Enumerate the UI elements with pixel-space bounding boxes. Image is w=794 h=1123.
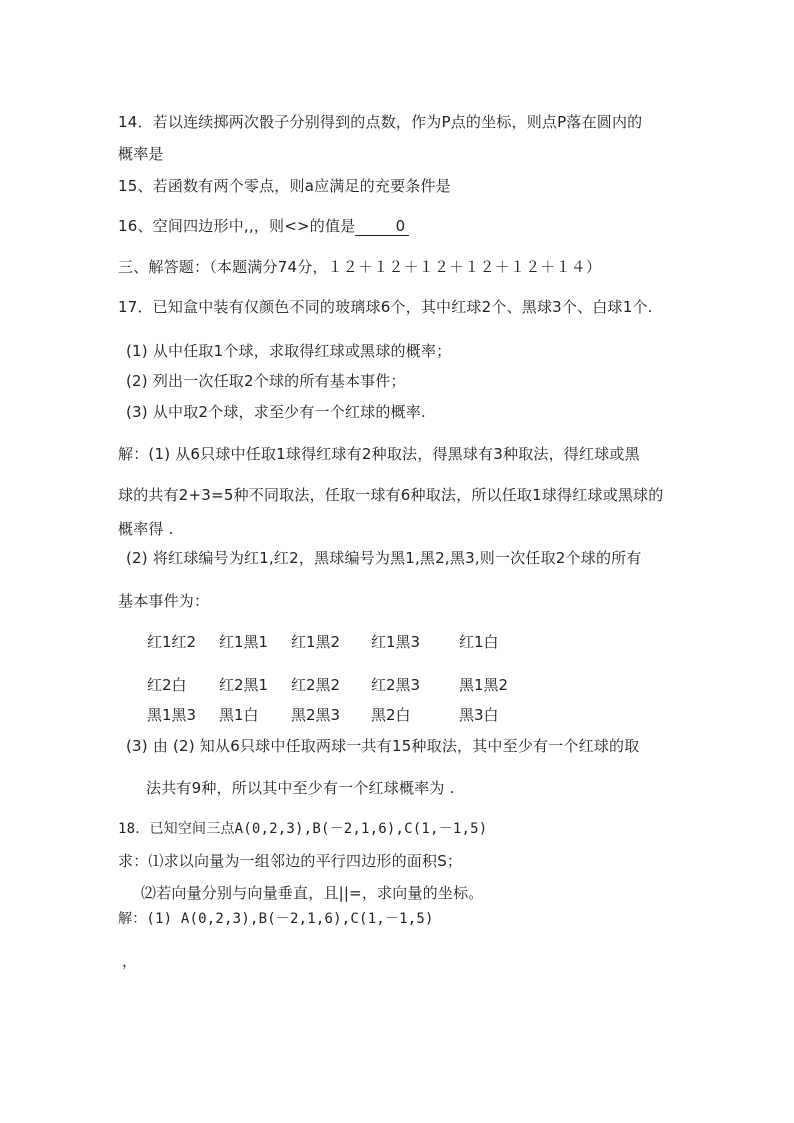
q16 xyxy=(118,217,409,236)
q17-sol1-line3: 概率得 . xyxy=(118,520,174,538)
q17-sub3: (3) 从中取2个球，求至少有一个红球的概率. xyxy=(126,403,426,421)
event-cell: 红1黑3 xyxy=(371,633,421,651)
trailing-comma: ， xyxy=(122,952,138,970)
q17-sol3-line1: (3) 由 (2) 知从6只球中任取两球一共有15种取法，其中至少有一个红球的取 xyxy=(126,737,640,755)
event-cell: 黑1白 xyxy=(219,706,259,724)
q18-sol1 xyxy=(118,909,434,928)
q18-ask1: 求：⑴求以向量为一组邻边的平行四边形的面积S； xyxy=(118,852,463,870)
q18-stem xyxy=(118,819,487,838)
q18-ask2: ⑵若向量分别与向量垂直，且||=，求向量的坐标。 xyxy=(141,884,484,902)
q16-text: 16、空间四边形中,,，则<>的值是 xyxy=(118,217,356,235)
event-cell: 黑2白 xyxy=(371,706,411,724)
event-cell: 红2黑1 xyxy=(219,676,269,694)
q17-sol1-line1: 解：(1) 从6只球中任取1球得红球有2种取法，得黑球有3种取法，得红球或黑 xyxy=(118,445,640,463)
event-cell: 黑3白 xyxy=(459,706,499,724)
event-cell: 红2白 xyxy=(147,676,187,694)
q14-line1: 14．若以连续掷两次骰子分别得到的点数，作为P点的坐标，则点P落在圆内的 xyxy=(118,113,643,131)
event-cell: 红2黑2 xyxy=(291,676,341,694)
q16-answer-blank: 0 xyxy=(355,217,409,236)
q18-sol1-text: 解：(1) A(0,2,3),B(－2,1,6),C(1,－1,5) xyxy=(118,911,434,927)
event-cell: 黑2黑3 xyxy=(291,706,341,724)
q17-sub1: (1) 从中任取1个球，求取得红球或黑球的概率； xyxy=(126,342,452,360)
event-cell: 黑1黑3 xyxy=(147,706,197,724)
q17-sol2-line1: (2) 将红球编号为红1,红2，黑球编号为黑1,黑2,黑3,则一次任取2个球的所有 xyxy=(126,549,642,567)
q17-stem: 17．已知盒中装有仅颜色不同的玻璃球6个，其中红球2个、黑球3个、白球1个. xyxy=(118,298,653,316)
section3-heading: 三、解答题：（本题满分74分，１２＋１２＋１２＋１２＋１２＋１４） xyxy=(118,258,602,276)
event-cell: 红2黑3 xyxy=(371,676,421,694)
event-cell: 红1黑2 xyxy=(291,633,341,651)
event-cell: 红1白 xyxy=(459,633,499,651)
q17-sub2: (2) 列出一次任取2个球的所有基本事件； xyxy=(126,372,406,390)
q14-line2: 概率是 xyxy=(118,145,164,163)
event-cell: 红1红2 xyxy=(147,633,197,651)
event-cell: 红1黑1 xyxy=(219,633,269,651)
q18-stem-text: 18．已知空间三点A(0,2,3),B(－2,1,6),C(1,－1,5) xyxy=(118,821,488,837)
q17-sol1-line2: 球的共有2+3=5种不同取法，任取一球有6种取法，所以任取1球得红球或黑球的 xyxy=(118,486,664,504)
q17-sol2-line2: 基本事件为： xyxy=(118,592,210,610)
q15: 15、若函数有两个零点，则a应满足的充要条件是 xyxy=(118,177,451,195)
q17-sol3-line2: 法共有9种，所以其中至少有一个红球概率为 . xyxy=(146,779,455,797)
event-cell: 黑1黑2 xyxy=(459,676,509,694)
